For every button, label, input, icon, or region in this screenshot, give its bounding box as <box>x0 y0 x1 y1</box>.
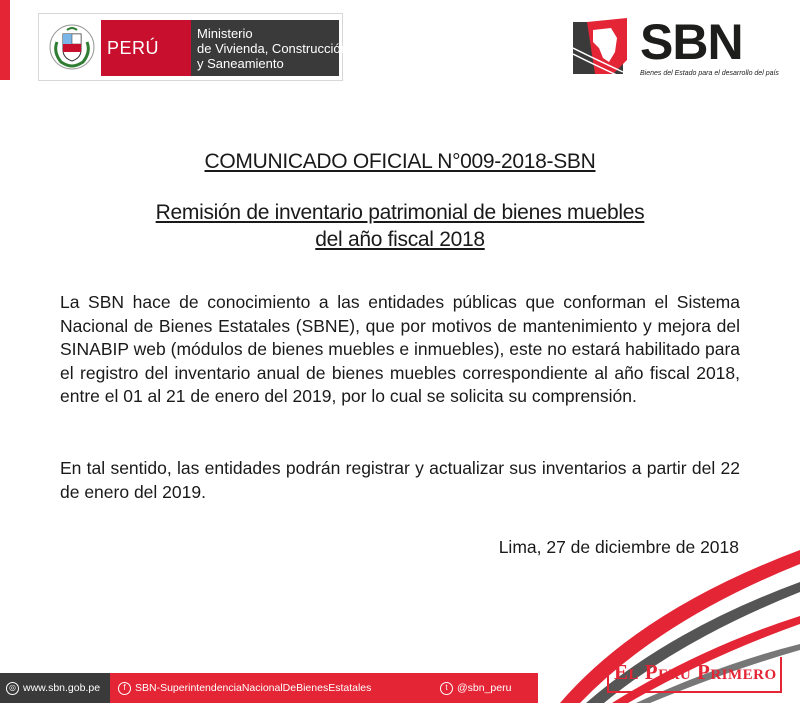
footer-facebook-link[interactable] <box>118 673 371 703</box>
document-title: COMUNICADO OFICIAL N°009-2018-SBN <box>204 150 596 173</box>
shield-icon <box>49 24 95 70</box>
left-red-bar <box>0 0 10 80</box>
footer-twitter-link[interactable] <box>440 673 511 703</box>
body-paragraph-2: En tal sentido, las entidades podrán registrar y actualizar sus inventarios a partir del 22 de enero del 2019. <box>60 458 740 502</box>
footer-website-link[interactable] <box>6 673 100 703</box>
facebook-icon: f <box>118 682 131 695</box>
footer-twitter-text: @sbn_peru <box>457 682 512 694</box>
globe-icon: ◎ <box>6 682 19 695</box>
government-logo <box>38 13 348 81</box>
peru-block <box>101 20 191 76</box>
slogan-text: El Perú Primero <box>614 660 777 684</box>
sbn-logo-mark <box>573 18 633 76</box>
ministry-line-3: y Saneamiento <box>197 56 284 71</box>
ministry-line-2: de Vivienda, Construcción <box>197 41 348 56</box>
document-date: Lima, 27 de diciembre de 2018 <box>498 537 739 557</box>
body-paragraph-1: La SBN hace de conocimiento a las entidades públicas que conforman el Sistema Nacional de Bienes Estatales (SBNE), que por motivos de mantenimiento y mejora del SINABIP web (módulos de bienes muebles e inmuebles), este no estará habilitado para el registro del inventario anual de bienes muebles correspondiente al año fiscal 2018, entre el 01 al 21 de enero del 2019, por lo cual se solicita su comprensión. <box>60 292 740 406</box>
footer-website-text: www.sbn.gob.pe <box>23 682 101 694</box>
footer-facebook-text: SBN-SuperintendenciaNacionalDeBienesEstatales <box>135 682 372 694</box>
sbn-logo-text: SBN <box>640 14 743 70</box>
document-subtitle-line-1: Remisión de inventario patrimonial de bienes muebles <box>155 201 645 224</box>
twitter-icon: t <box>440 682 453 695</box>
ministry-block <box>191 20 348 76</box>
peru-label: PERÚ <box>107 38 160 58</box>
sbn-tagline: Bienes del Estado para el desarrollo del país <box>640 70 779 77</box>
document-subtitle-line-2: del año fiscal 2018 <box>315 228 485 251</box>
ministry-line-1: Ministerio <box>197 26 253 41</box>
